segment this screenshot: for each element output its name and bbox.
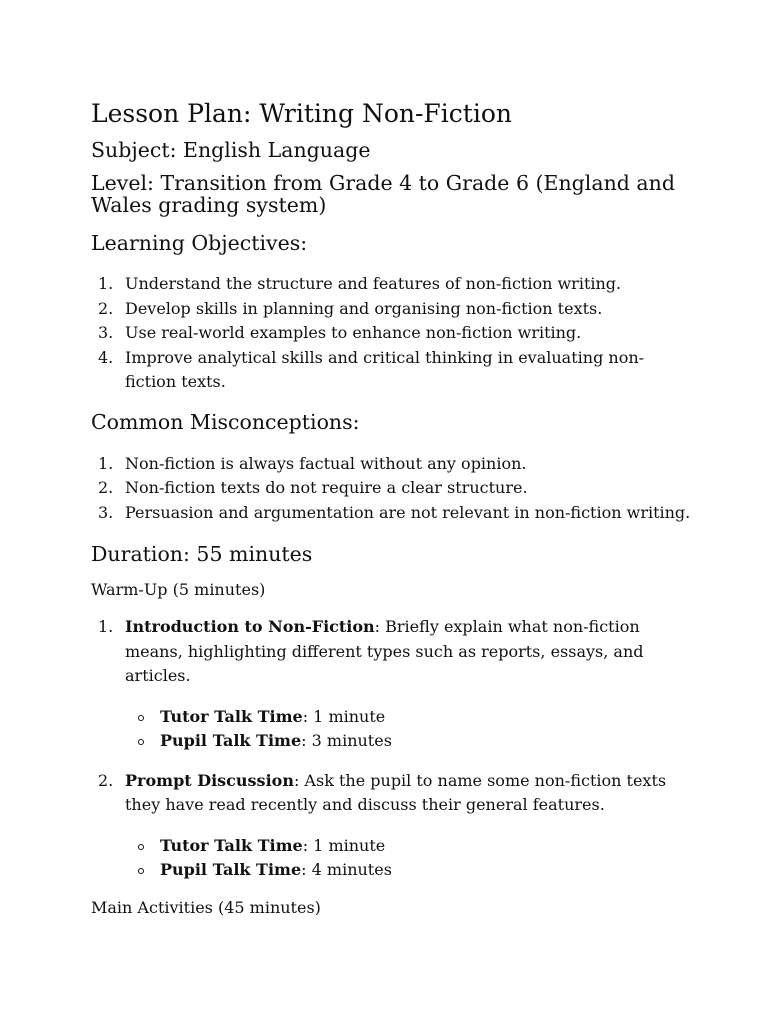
list-item — [125, 834, 691, 859]
talk-time-list — [125, 834, 691, 883]
list-number: 2. — [98, 298, 114, 318]
list-item — [125, 705, 691, 730]
tutor-talk-value: : 1 minute — [302, 835, 386, 855]
list-item-text: Non-fiction is always factual without any opinion. — [125, 453, 527, 473]
activity-description: : Ask the pupil to name some non-fiction texts they have read recently and discuss their general features. — [125, 770, 667, 814]
pupil-talk-label: Pupil Talk Time — [160, 731, 302, 750]
learning-objectives-list — [91, 272, 691, 395]
level-heading: Level: Transition from Grade 4 to Grade 6 (England and Wales grading system) — [91, 171, 675, 217]
list-item — [91, 272, 691, 297]
list-item — [91, 321, 691, 346]
list-number: 4. — [98, 347, 114, 367]
page-title: Lesson Plan: Writing Non-Fiction — [91, 99, 512, 128]
warm-up-activities-list — [91, 615, 691, 883]
list-item — [125, 858, 691, 883]
list-number: 3. — [98, 502, 114, 522]
pupil-talk-value: : 3 minutes — [301, 731, 392, 750]
list-number: 1. — [98, 617, 114, 636]
list-number: 2. — [98, 770, 114, 790]
list-item-text: Use real-world examples to enhance non-fiction writing. — [125, 323, 582, 342]
main-activities-heading: Main Activities (45 minutes) — [91, 897, 321, 917]
list-number: 1. — [98, 274, 114, 293]
pupil-talk-label: Pupil Talk Time — [160, 860, 302, 879]
misconceptions-list — [91, 452, 691, 526]
pupil-talk-value: : 4 minutes — [301, 860, 392, 879]
duration-heading: Duration: 55 minutes — [91, 542, 313, 566]
warm-up-heading: Warm-Up (5 minutes) — [91, 580, 266, 599]
list-item — [91, 501, 691, 526]
talk-time-list — [125, 705, 691, 754]
subject-heading: Subject: English Language — [91, 138, 371, 162]
activity-title: Prompt Discussion — [125, 770, 294, 790]
lesson-plan — [91, 96, 691, 920]
activity-description: : Briefly explain what non-fiction means, highlighting different types such as reports, essays, and articles. — [125, 617, 644, 685]
tutor-talk-value: : 1 minute — [302, 706, 386, 726]
list-item-text: Understand the structure and features of non-fiction writing. — [125, 274, 622, 293]
learning-objectives-heading: Learning Objectives: — [91, 231, 308, 255]
list-item-text: Develop skills in planning and organising non-fiction texts. — [125, 298, 603, 318]
list-item — [91, 297, 691, 322]
bullet-icon — [138, 844, 144, 850]
list-number: 2. — [98, 478, 114, 497]
list-number: 3. — [98, 323, 114, 342]
list-item — [125, 729, 691, 754]
misconceptions-heading: Common Misconceptions: — [91, 409, 360, 434]
list-item-text: Non-fiction texts do not require a clear structure. — [125, 478, 528, 497]
list-item-text: Improve analytical skills and critical thinking in evaluating non-fiction texts. — [125, 347, 645, 391]
bullet-icon — [138, 868, 144, 874]
bullet-icon — [138, 739, 144, 745]
list-item — [91, 476, 691, 501]
list-item — [91, 346, 691, 395]
tutor-talk-label: Tutor Talk Time — [160, 835, 303, 855]
activity-item — [91, 615, 691, 754]
list-item-text: Persuasion and argumentation are not relevant in non-fiction writing. — [125, 502, 691, 522]
list-item — [91, 452, 691, 477]
activity-title: Introduction to Non-Fiction — [125, 617, 375, 636]
tutor-talk-label: Tutor Talk Time — [160, 706, 303, 726]
activity-item — [91, 769, 691, 883]
list-number: 1. — [98, 453, 114, 473]
bullet-icon — [138, 715, 144, 721]
